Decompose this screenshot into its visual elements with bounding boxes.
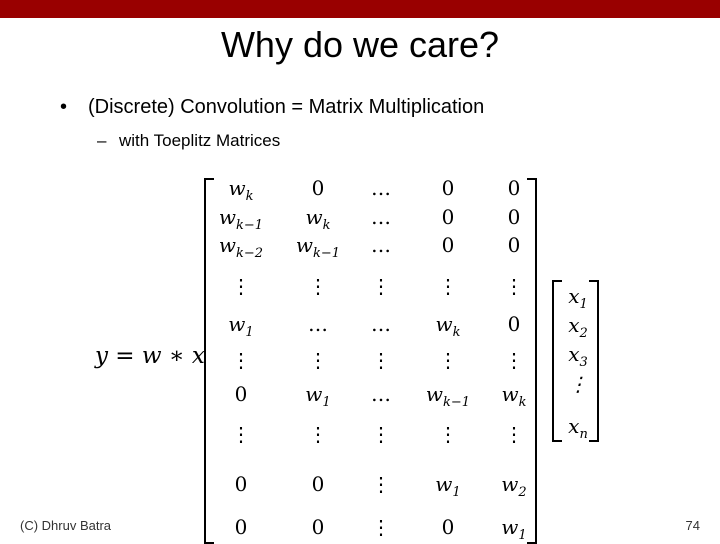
matrix-cell: ⋮	[231, 274, 251, 298]
matrix-cell: $w_{k-1}$	[295, 233, 341, 261]
matrix-cell: ⋮	[231, 348, 251, 372]
matrix-cell: 0	[507, 233, 521, 257]
matrix-cell: 0	[234, 515, 248, 539]
top-color-bar	[0, 0, 720, 18]
matrix-cell: 0	[234, 382, 248, 406]
matrix-cell: 0	[311, 472, 325, 496]
matrix-cell: $w_k$	[435, 312, 461, 340]
matrix-cell: ⋮	[371, 422, 391, 446]
vector-entry: $x_2$	[568, 313, 588, 341]
matrix-cell: ⋮	[438, 422, 458, 446]
matrix-cell: 0	[311, 176, 325, 200]
matrix-cell: ⋮	[308, 348, 328, 372]
matrix-cell: 0	[507, 176, 521, 200]
matrix-cell: 0	[441, 515, 455, 539]
matrix-cell: ⋮	[438, 274, 458, 298]
matrix-cell: $w_k$	[228, 176, 254, 204]
equation-lhs: y = w ∗ x	[95, 343, 205, 369]
matrix-cell: 0	[441, 176, 455, 200]
matrix-cell: $w_{k-1}$	[425, 382, 471, 410]
matrix-cell: ⋮	[308, 274, 328, 298]
matrix-cell: ⋮	[308, 422, 328, 446]
matrix-cell: 0	[311, 515, 325, 539]
matrix-cell: 0	[507, 205, 521, 229]
matrix-cell: ⋮	[504, 422, 524, 446]
slide-title: Why do we care?	[220, 24, 500, 65]
vector-entry: $x_n$	[568, 414, 588, 442]
page-number: 74	[685, 518, 700, 533]
matrix-cell: $w_1$	[435, 472, 461, 500]
matrix-cell: ⋮	[504, 274, 524, 298]
matrix-cell: ⋮	[371, 472, 391, 496]
matrix-cell: …	[371, 176, 391, 200]
matrix-cell: ⋮	[504, 348, 524, 372]
vector-entry: $x_1$	[568, 284, 588, 312]
matrix-cell: $w_1$	[228, 312, 254, 340]
matrix-cell: ⋮	[371, 348, 391, 372]
vector-entry: ⋮	[568, 372, 588, 396]
matrix-cell: $w_2$	[501, 472, 527, 500]
matrix-cell: $w_1$	[501, 515, 527, 543]
bullet-text: (Discrete) Convolution = Matrix Multiplication	[88, 96, 485, 118]
matrix-cell: ⋮	[371, 515, 391, 539]
matrix-cell: ⋮	[438, 348, 458, 372]
matrix-cell: …	[308, 312, 328, 336]
sub-bullet-item	[97, 131, 280, 151]
matrix-cell: 0	[507, 312, 521, 336]
matrix-cell: ⋮	[231, 422, 251, 446]
matrix-cell: $w_{k-2}$	[218, 233, 264, 261]
sub-bullet-marker: –	[97, 131, 107, 150]
bullet-marker: •	[60, 96, 68, 118]
matrix-cell: 0	[441, 233, 455, 257]
matrix-cell: …	[371, 205, 391, 229]
footer-credit: (C) Dhruv Batra	[20, 518, 112, 533]
matrix-cell: $w_1$	[305, 382, 331, 410]
matrix-cell: …	[371, 233, 391, 257]
matrix-cell: $w_k$	[501, 382, 527, 410]
matrix-cell: $w_{k-1}$	[218, 205, 264, 233]
matrix-cell: …	[371, 312, 391, 336]
bullet-item	[60, 96, 484, 119]
matrix-cell: ⋮	[371, 274, 391, 298]
matrix-cell: …	[371, 382, 391, 406]
sub-bullet-text: with Toeplitz Matrices	[119, 131, 281, 150]
matrix-cell: 0	[234, 472, 248, 496]
matrix-cell: 0	[441, 205, 455, 229]
matrix-cell: $w_k$	[305, 205, 331, 233]
vector-entry: $x_3$	[568, 342, 588, 370]
